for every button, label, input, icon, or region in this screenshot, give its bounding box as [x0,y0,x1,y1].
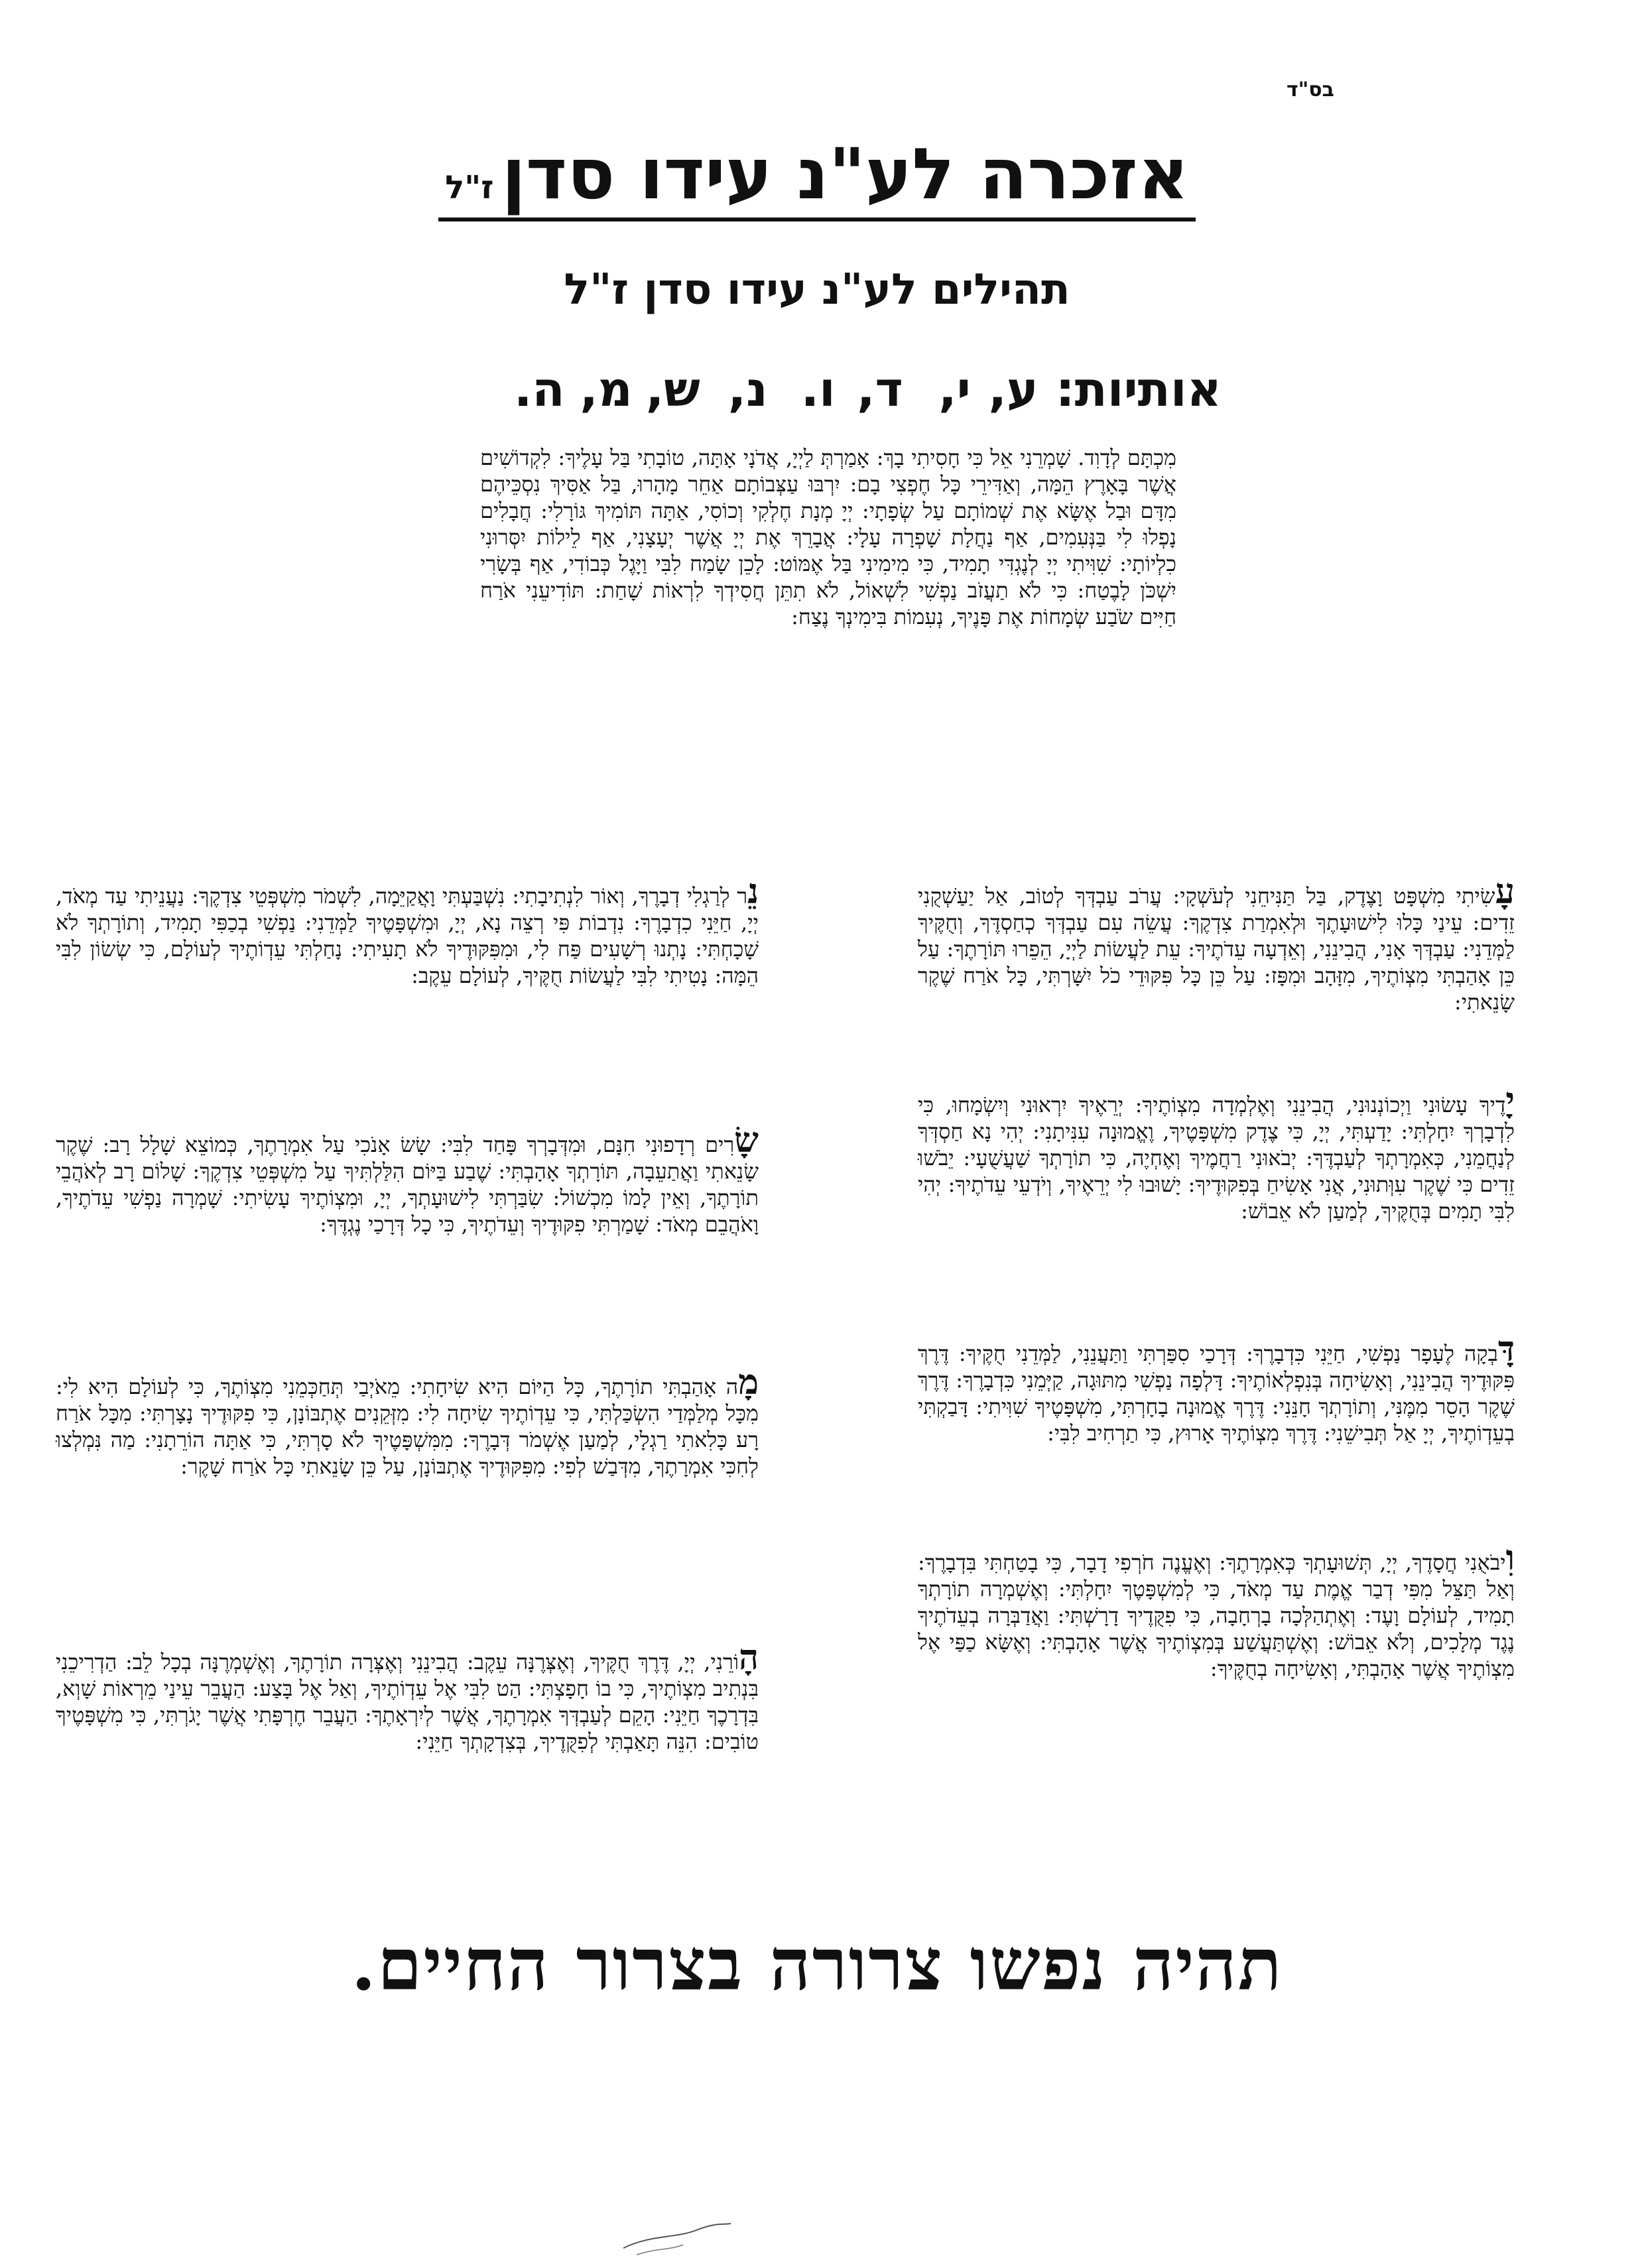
section-first-letter: דָּ [1497,1329,1515,1369]
section-text: בְקָה לֶעָפָר נַפְשִׁי, חַיֵּנִי כִּדְבָרֶךָ: דְּרָכַי סִפַּרְתִּי וַתַּעֲנֵנִי, לַמְּדֵנִי חֻקֶּיךָ: דֶּרֶךְ פִּקּוּדֶיךָ הֲבִינֵנִי, וְאָשִׂיחָה בְּנִפְלְאוֹתֶיךָ: דָּלְפָה נַפְשִׁי מִתּוּגָה, קַיְּמֵנִי כִּדְבָרֶךָ: דֶּרֶךְ שֶׁקֶר הָסֵר מִמֶּנִּי, וְתוֹרָתְךָ חָנֵּנִי: דֶּרֶךְ אֱמוּנָה בָחָרְתִּי, מִשְׁפָּטֶיךָ שִׁוִּיתִי: דָּבַקְתִּי בְעֵדְוֹתֶיךָ, יְיָ אַל תְּבִישֵׁנִי: דֶּרֶךְ מִצְוֹתֶיךָ אָרוּץ, כִּי תַרְחִיב לִבִּי: [918,1341,1515,1446]
section-text: רִים רְדָפוּנִי חִנָּם, וּמִדְּבָרְךָ פָּחַד לִבִּי: שָׂשׂ אָנֹכִי עַל אִמְרָתֶךָ, כְּמוֹצֵא שָׁלָל רָב: שֶׁקֶר שָׂנֵאתִי וַאֲתַעֵבָה, תּוֹרָתְךָ אָהָבְתִּי: שֶׁבַע בַּיּוֹם הִלַּלְתִּיךָ עַל מִשְׁפְּטֵי צִדְקֶךָ: שָׁלוֹם רָב לְאֹהֲבֵי תוֹרָתֶךָ, וְאֵין לָמוֹ מִכְשׁוֹל: שִׂבַּרְתִּי לִישׁוּעָתְךָ, יְיָ, וּמִצְוֹתֶיךָ עָשִׂיתִי: שָׁמְרָה נַפְשִׁי עֵדֹתֶיךָ, וָאֹהֲבֵם מְאֹד: שָׁמַרְתִּי פִקּוּדֶיךָ וְעֵדֹתֶיךָ, כִּי כָל דְּרָכַי נֶגְדֶּךָ: [56,1132,759,1237]
letters-line [393,361,1222,417]
section-first-letter: וִ [1505,1538,1515,1578]
section-first-letter: יָ [1505,1080,1515,1121]
section-first-letter: מָ [738,1362,759,1403]
intro-psalm: מִכְתָּם לְדָוִד. שָׁמְרֵנִי אֵל כִּי חָסִיתִי בָךְ: אָמַרְתְּ לַיְיָ, אֲדֹנָי אָתָּה, טוֹבָתִי בַּל עָלֶיךָ: לִקְדוֹשִׁים אֲשֶׁר בָּאָרֶץ הֵמָּה, וְאַדִּירֵי כָּל חֶפְצִי בָם: יִרְבּוּ עַצְּבוֹתָם אַחֵר מָהָרוּ, בַּל אַסִּיךְ נִסְכֵּיהֶם מִדָּם וּבַל אֶשָּׂא אֶת שְׁמוֹתָם עַל שְׂפָתָי: יְיָ מְנָת חֶלְקִי וְכוֹסִי, אַתָּה תּוֹמִיךְ גּוֹרָלִי: חֲבָלִים נָפְלוּ לִי בַּנְּעִמִים, אַף נַחֲלָת שָׁפְרָה עָלָי: אֲבָרֵךְ אֶת יְיָ אֲשֶׁר יְעָצָנִי, אַף לֵילוֹת יִסְּרוּנִי כִלְיוֹתָי: שִׁוִּיתִי יְיָ לְנֶגְדִּי תָמִיד, כִּי מִימִינִי בַּל אֶמּוֹט: לָכֵן שָׂמַח לִבִּי וַיָּגֶל כְּבוֹדִי, אַף בְּשָׂרִי יִשְׁכֹּן לָבֶטַח: כִּי לֹא תַעֲזֹב נַפְשִׁי לִשְׁאוֹל, לֹא תִתֵּן חֲסִידְךָ לִרְאוֹת שָׁחַת: תּוֹדִיעֵנִי אֹרַח חַיִּים שֹׂבַע שְׂמָחוֹת אֶת פָּנֶיךָ, נְעִמוֹת בִּימִינְךָ נֶצַח: [480,445,1176,629]
section-dalet [918,1329,1515,1446]
section-first-letter: נֵ [747,871,759,912]
pen-scribble-mark [617,2218,736,2258]
section-text: דֶיךָ עָשׂוּנִי וַיְכוֹנְנוּנִי, הֲבִינֵנִי וְאֶלְמְדָה מִצְוֹתֶיךָ: יְרֵאֶיךָ יִרְאוּנִי וְיִשְׂמָחוּ, כִּי לִדְבָרְךָ יִחָלְתִּי: יָדַעְתִּי, יְיָ, כִּי צֶדֶק מִשְׁפָּטֶיךָ, וֶאֱמוּנָה עִנִּיתָנִי: יְהִי נָא חַסְדְּךָ לְנַחֲמֵנִי, כְּאִמְרָתְךָ לְעַבְדֶּךָ: יְבֹאוּנִי רַחֲמֶיךָ וְאֶחְיֶה, כִּי תוֹרָתְךָ שַׁעֲשֻׁעָי: יֵבֹשׁוּ זֵדִים כִּי שֶׁקֶר עִוְּתוּנִי, אֲנִי אָשִׂיחַ בְּפִקּוּדֶיךָ: יָשׁוּבוּ לִי יְרֵאֶיךָ, וְיֹדְעֵי עֵדֹתֶיךָ: יְהִי לִבִּי תָמִים בְּחֻקֶּיךָ, לְמַעַן לֹא אֵבוֹשׁ: [918,1092,1515,1224]
section-yod [918,1080,1515,1224]
letter: מ, [580,361,633,417]
section-mem [56,1362,759,1480]
letter: ו. [800,361,836,417]
section-nun [56,871,759,989]
section-vav [918,1538,1515,1682]
section-text: ר לְרַגְלִי דְבָרֶךָ, וְאוֹר לִנְתִיבָתִי: נִשְׁבַּעְתִּי וָאֲקַיֵּמָה, לִשְׁמֹר מִשְׁפְּטֵי צִדְקֶךָ: נַעֲנֵיתִי עַד מְאֹד, יְיָ, חַיֵּנִי כִדְבָרֶךָ: נִדְבוֹת פִּי רְצֵה נָא, יְיָ, וּמִשְׁפָּטֶיךָ לַמְּדֵנִי: נַפְשִׁי בְכַפִּי תָמִיד, וְתוֹרָתְךָ לֹא שָׁכָחְתִּי: נָתְנוּ רְשָׁעִים פַּח לִי, וּמִפִּקּוּדֶיךָ לֹא תָעִיתִי: נָחַלְתִּי עֵדְוֹתֶיךָ לְעוֹלָם, כִּי שְׂשׂוֹן לִבִּי הֵמָּה: נָטִיתִי לִבִּי לַעֲשׂוֹת חֻקֶּיךָ, לְעוֹלָם עֵקֶב: [56,883,759,988]
letter: ה. [513,361,565,417]
page-title [0,133,1634,221]
section-first-letter: עָ [1495,871,1515,912]
section-he [56,1637,759,1755]
title-main: אזכרה לע"נ עידו סדן [501,133,1189,215]
letter: ש, [645,361,700,417]
letter: ע, [988,361,1038,417]
letters-label: אותיות: [1055,361,1222,417]
page-subtitle: תהילים לע"נ עידו סדן ז"ל [564,265,1070,314]
title-suffix: ז"ל [445,169,494,206]
letter: ד, [857,361,903,417]
section-text: ה אָהַבְתִּי תוֹרָתֶךָ, כָּל הַיּוֹם הִיא שִׂיחָתִי: מֵאֹיְבַי תְּחַכְּמֵנִי מִצְוֹתֶךָ, כִּי לְעוֹלָם הִיא לִי: מִכָּל מְלַמְּדַי הִשְׂכַּלְתִּי, כִּי עֵדְוֹתֶיךָ שִׂיחָה לִי: מִזְּקֵנִים אֶתְבּוֹנָן, כִּי פִקּוּדֶיךָ נָצָרְתִּי: מִכָּל אֹרַח רָע כָּלִאתִי רַגְלָי, לְמַעַן אֶשְׁמֹר דְּבָרֶךָ: מִמִּשְׁפָּטֶיךָ לֹא סָרְתִּי, כִּי אַתָּה הוֹרֵתָנִי: מַה נִּמְלְצוּ לְחִכִּי אִמְרָתֶךָ, מִדְּבַשׁ לְפִי: מִפִּקּוּדֶיךָ אֶתְבּוֹנָן, עַל כֵּן שָׂנֵאתִי כָּל אֹרַח שָׁקֶר: [56,1374,759,1479]
bsd-mark: בס"ד [1287,78,1334,101]
section-first-letter: הָ [739,1637,759,1678]
letter: נ, [727,361,768,417]
memorial-blessing: תהיה נפשו צרורה בצרור החיים. [351,1923,1283,2007]
section-text: יבֹאֻנִי חֲסָדֶךָ, יְיָ, תְּשׁוּעָתְךָ כְּאִמְרָתֶךָ: וְאֶעֱנֶה חֹרְפִי דָבָר, כִּי בָטַחְתִּי בִּדְבָרֶךָ: וְאַל תַּצֵּל מִפִּי דְבַר אֱמֶת עַד מְאֹד, כִּי לְמִשְׁפָּטֶךָ יִחָלְתִּי: וְאֶשְׁמְרָה תוֹרָתְךָ תָמִיד, לְעוֹלָם וָעֶד: וְאֶתְהַלְּכָה בָרְחָבָה, כִּי פִקֻּדֶיךָ דָרָשְׁתִּי: וַאֲדַבְּרָה בְעֵדֹתֶיךָ נֶגֶד מְלָכִים, וְלֹא אֵבוֹשׁ: וְאֶשְׁתַּעֲשַׁע בְּמִצְוֹתֶיךָ אֲשֶׁר אָהָבְתִּי: וְאֶשָּׂא כַפַּי אֶל מִצְוֹתֶיךָ אֲשֶׁר אָהָבְתִּי, וְאָשִׂיחָה בְחֻקֶּיךָ: [918,1550,1515,1681]
section-text: וֹרֵנִי, יְיָ, דֶּרֶךְ חֻקֶּיךָ, וְאֶצְּרֶנָּה עֵקֶב: הֲבִינֵנִי וְאֶצְּרָה תוֹרָתֶךָ, וְאֶשְׁמְרֶנָּה בְכָל לֵב: הַדְרִיכֵנִי בִּנְתִיב מִצְוֹתֶיךָ, כִּי בוֹ חָפָצְתִּי: הַט לִבִּי אֶל עֵדְוֹתֶיךָ, וְאַל אֶל בָּצַע: הַעֲבֵר עֵינַי מֵרְאוֹת שָׁוְא, בִּדְרָכֶךָ חַיֵּנִי: הָקֵם לְעַבְדְּךָ אִמְרָתֶךָ, אֲשֶׁר לְיִרְאָתֶךָ: הַעֲבֵר חֶרְפָּתִי אֲשֶׁר יָגֹרְתִּי, כִּי מִשְׁפָּטֶיךָ טוֹבִים: הִנֵּה תָּאַבְתִּי לְפִקֻּדֶיךָ, בְּצִדְקָתְךָ חַיֵּנִי: [56,1649,759,1754]
section-shin [56,1120,759,1237]
letter: י, [938,361,971,417]
section-ayin [918,871,1515,1015]
section-text: שִׂיתִי מִשְׁפָּט וָצֶדֶק, בַּל תַּנִּיחֵנִי לְעֹשְׁקָי: עֲרֹב עַבְדְּךָ לְטוֹב, אַל יַעַשְׁקֻנִי זֵדִים: עֵינַי כָּלוּ לִישׁוּעָתֶךָ וּלְאִמְרַת צִדְקֶךָ: עֲשֵׂה עִם עַבְדְּךָ כְחַסְדֶּךָ, וְחֻקֶּיךָ לַמְּדֵנִי: עַבְדְּךָ אָנִי, הֲבִינֵנִי, וְאֵדְעָה עֵדֹתֶיךָ: עֵת לַעֲשׂוֹת לַיְיָ, הֵפֵרוּ תּוֹרָתֶךָ: עַל כֵּן אָהַבְתִּי מִצְוֹתֶיךָ, מִזָּהָב וּמִפָּז: עַל כֵּן כָּל פִּקּוּדֵי כֹל יִשָּׁרְתִּי, כָּל אֹרַח שֶׁקֶר שָׂנֵאתִי: [918,883,1515,1015]
section-first-letter: שָׂ [734,1120,759,1161]
